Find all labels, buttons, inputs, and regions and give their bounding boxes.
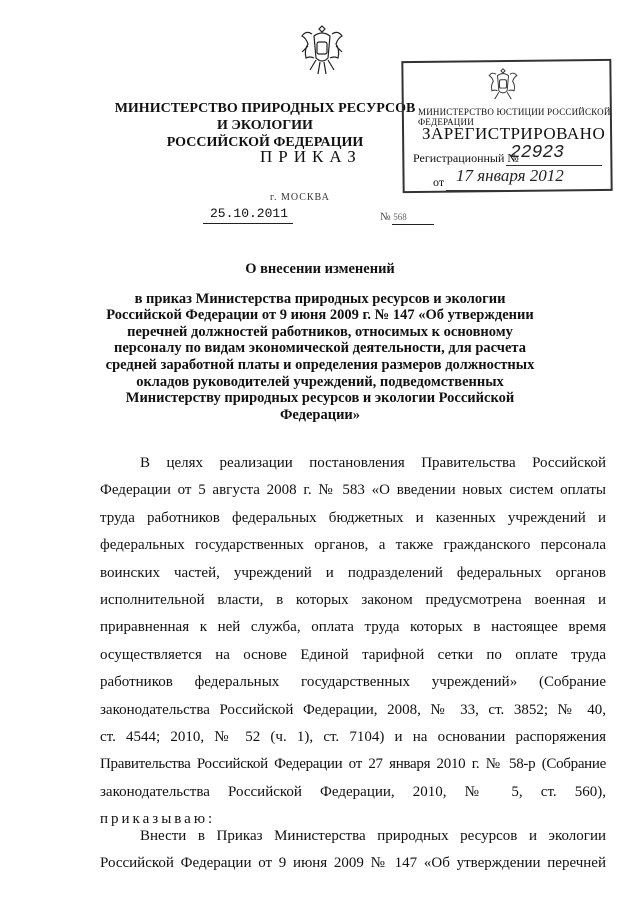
- ministry-line-2: РОССИЙСКОЙ ФЕДЕРАЦИИ: [166, 135, 364, 150]
- number-underline: [392, 224, 434, 225]
- body-line: работников федеральных государственных учреждений» (Собрание: [100, 674, 606, 691]
- title-rest: в приказ Министерства природных ресурсов и экологии Российской Федерации от 9 июня 2009 г. № 147 «Об утверждении перечней должностей работников, относимых к основному персоналу по видам экономической деятельности, для расчета средней заработной платы и определения размеров должностных окладов руководителей учреждений, подведомственных Министерству природных ресурсов и экологии Российской Федерации»: [105, 290, 535, 423]
- body-line: приравненная к ней служба, оплата труда которых в настоящее время: [100, 619, 606, 636]
- ministry-name: [110, 100, 420, 151]
- city-label: г. МОСКВА: [270, 192, 330, 203]
- body-line: законодательства Российской Федерации, 2010, № 5, ст. 560),: [100, 783, 606, 800]
- body-line: осуществляется на основе Единой тарифной сетки по оплате труда: [100, 646, 606, 663]
- ministry-line-1: МИНИСТЕРСТВО ПРИРОДНЫХ РЕСУРСОВ И ЭКОЛОГИИ: [114, 101, 416, 133]
- body-line: воинских частей, учреждений и подразделений федеральных органов: [100, 564, 606, 581]
- body-line: законодательства Российской Федерации, 2008, № 33, ст. 3852; № 40,: [100, 701, 606, 718]
- body-line: Внести в Приказ Министерства природных ресурсов и экологии: [140, 828, 606, 844]
- stamp-eagle-emblem-icon: [486, 66, 520, 106]
- stamp-reg-number: 22923: [510, 143, 565, 163]
- stamp-reg-label: Регистрационный №: [413, 151, 519, 165]
- stamp-ministry: МИНИСТЕРСТВО ЮСТИЦИИ РОССИЙСКОЙ ФЕДЕРАЦИИ: [418, 107, 611, 127]
- number-label: №: [380, 211, 391, 223]
- body-line: федеральных государственных органов, а также гражданского персонала: [100, 537, 606, 554]
- title-line-1: О внесении изменений: [245, 261, 395, 277]
- stamp-date-value: [448, 166, 564, 186]
- body-line: Правительства Российской Федерации от 27 января 2010 г. № 58-р (Собрание: [100, 756, 606, 773]
- stamp-date-handwritten: 17 января 2012: [456, 166, 564, 185]
- body-paragraph-2: [100, 823, 606, 878]
- order-title: [100, 261, 540, 423]
- body-line: Федерации от 5 августа 2008 г. № 583 «О введении новых систем оплаты: [100, 482, 606, 499]
- stamp-status: ЗАРЕГИСТРИРОВАНО: [422, 124, 606, 143]
- body-line: Российской Федерации от 9 июня 2009 № 147 «Об утверждении перечней: [100, 855, 606, 872]
- doc-type-heading: ПРИКАЗ: [260, 147, 362, 166]
- double-headed-eagle-emblem-icon: [298, 22, 346, 80]
- order-number: [380, 211, 407, 223]
- stamp-date-underline: [446, 190, 596, 191]
- order-date: 25.10.2011: [210, 206, 289, 221]
- stamp-date-label: от: [433, 175, 445, 189]
- body-paragraph-1: [100, 450, 606, 833]
- body-line: исполнительной власти, в которых законом предусмотрена военная и: [100, 591, 606, 608]
- body-line: труда работников федеральных бюджетных и казенных учреждений и: [100, 509, 606, 526]
- body-line: В целях реализации постановления Правительства Российской: [140, 455, 606, 471]
- date-underline: [203, 223, 293, 224]
- number-value: 568: [393, 212, 407, 222]
- body-line: ст. 4544; 2010, № 52 (ч. 1), ст. 7104) и на основании распоряжения: [100, 728, 606, 745]
- prikazyvayu-word: приказываю:: [100, 811, 216, 828]
